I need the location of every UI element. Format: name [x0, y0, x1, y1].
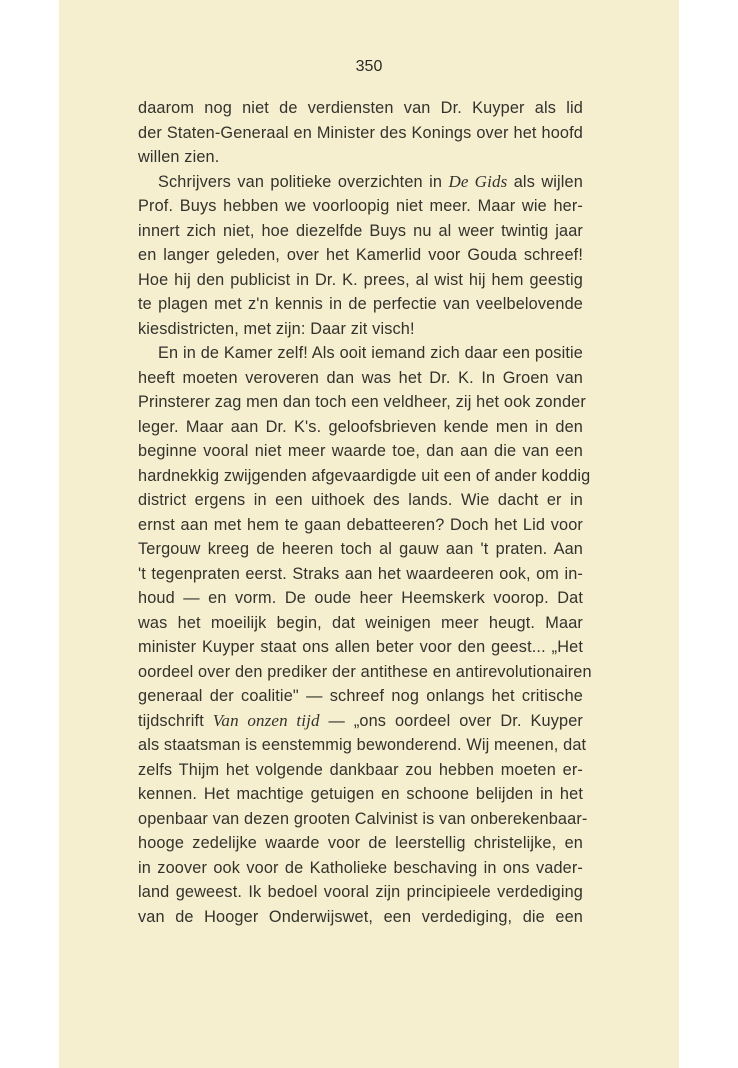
paragraph-3 — [138, 341, 592, 929]
text-line: kennen. Het machtige getuigen en schoone belijden in het — [138, 785, 583, 803]
text-line: in zoover ook voor de Katholieke beschaving in ons vader- — [138, 858, 583, 877]
text-line — [138, 170, 583, 195]
text-line: daarom nog niet de verdiensten van Dr. Kuyper als lid — [138, 99, 583, 117]
periodical-title: De Gids — [448, 171, 508, 191]
text-line: Prof. Buys hebben we voorloopig niet meer. Maar wie her- — [138, 197, 583, 215]
text-line: innert zich niet, hoe diezelfde Buys nu al weer twintig jaar — [138, 221, 583, 240]
text-line: en langer geleden, over het Kamerlid voor Gouda schreef! — [138, 246, 583, 264]
text-line: Tergouw kreeg de heeren toch al gauw aan 't praten. Aan — [138, 540, 583, 558]
text-line: kiesdistricten, met zijn: Daar zit visch! — [138, 319, 415, 338]
text-line: district ergens in een uithoek des lands. Wie dacht er in — [138, 491, 583, 509]
text-line: oordeel over den prediker der antithese en antirevolutionairen — [138, 662, 592, 681]
text-segment: tijdschrift — [138, 711, 204, 730]
text-line: te plagen met z'n kennis in de perfectie van veelbelovende — [138, 295, 583, 313]
paragraph-2 — [138, 170, 583, 342]
text-line: willen zien. — [138, 148, 220, 166]
text-line: openbaar van dezen grooten Calvinist is van onberekenbaar- — [138, 809, 588, 828]
text-line: zelfs Thijm het volgende dankbaar zou hebben moeten er- — [138, 760, 583, 779]
text-line: hardnekkig zwijgenden afgevaardigde uit een of ander koddig — [138, 466, 591, 485]
text-line: hooge zedelijke waarde voor de leerstellig christelijke, en — [138, 834, 583, 852]
text-line: generaal der coalitie" — schreef nog onlangs het critische — [138, 687, 583, 705]
text-line: Hoe hij den publicist in Dr. K. prees, al wist hij hem geestig — [138, 270, 583, 289]
text-line: leger. Maar aan Dr. K's. geloofsbrieven kende men in den — [138, 417, 583, 436]
page-number: 350 — [355, 58, 383, 75]
text-line — [138, 709, 583, 734]
text-segment: — „ons oordeel over Dr. Kuyper — [328, 711, 583, 730]
text-line: Prinsterer zag men dan toch een veldheer, zij het ook zonder — [138, 393, 586, 411]
text-line: minister Kuyper staat ons allen beter voor den geest... „Het — [138, 638, 583, 656]
text-line: En in de Kamer zelf! Als ooit iemand zich daar een positie — [158, 344, 583, 362]
text-line: heeft moeten veroveren dan was het Dr. K. In Groen van — [138, 368, 583, 387]
text-line: der Staten-Generaal en Minister des Konings over het hoofd — [138, 123, 583, 142]
paragraph-1 — [138, 96, 583, 170]
text-line: van de Hooger Onderwijswet, een verdediging, die een — [138, 907, 583, 926]
text-line: houd — en vorm. De oude heer Heemskerk voorop. Dat — [138, 589, 583, 607]
text-line: was het moeilijk begin, dat weinigen meer heugt. Maar — [138, 613, 583, 632]
body-text — [138, 96, 592, 929]
text-line: ernst aan met hem te gaan debatteeren? Doch het Lid voor — [138, 515, 583, 534]
text-segment: als wijlen — [513, 172, 583, 191]
periodical-title: Van onzen tijd — [212, 710, 320, 730]
book-page — [59, 0, 679, 1068]
text-line: 't tegenpraten eerst. Straks aan het waardeeren ook, om in- — [138, 564, 583, 583]
text-segment: Schrijvers van politieke overzichten in — [158, 172, 443, 191]
text-line: land geweest. Ik bedoel vooral zijn principieele verdediging — [138, 883, 583, 901]
text-line: als staatsman is eenstemmig bewonderend. Wij meenen, dat — [138, 736, 587, 754]
text-line: beginne vooral niet meer waarde toe, dan aan die van een — [138, 442, 583, 460]
